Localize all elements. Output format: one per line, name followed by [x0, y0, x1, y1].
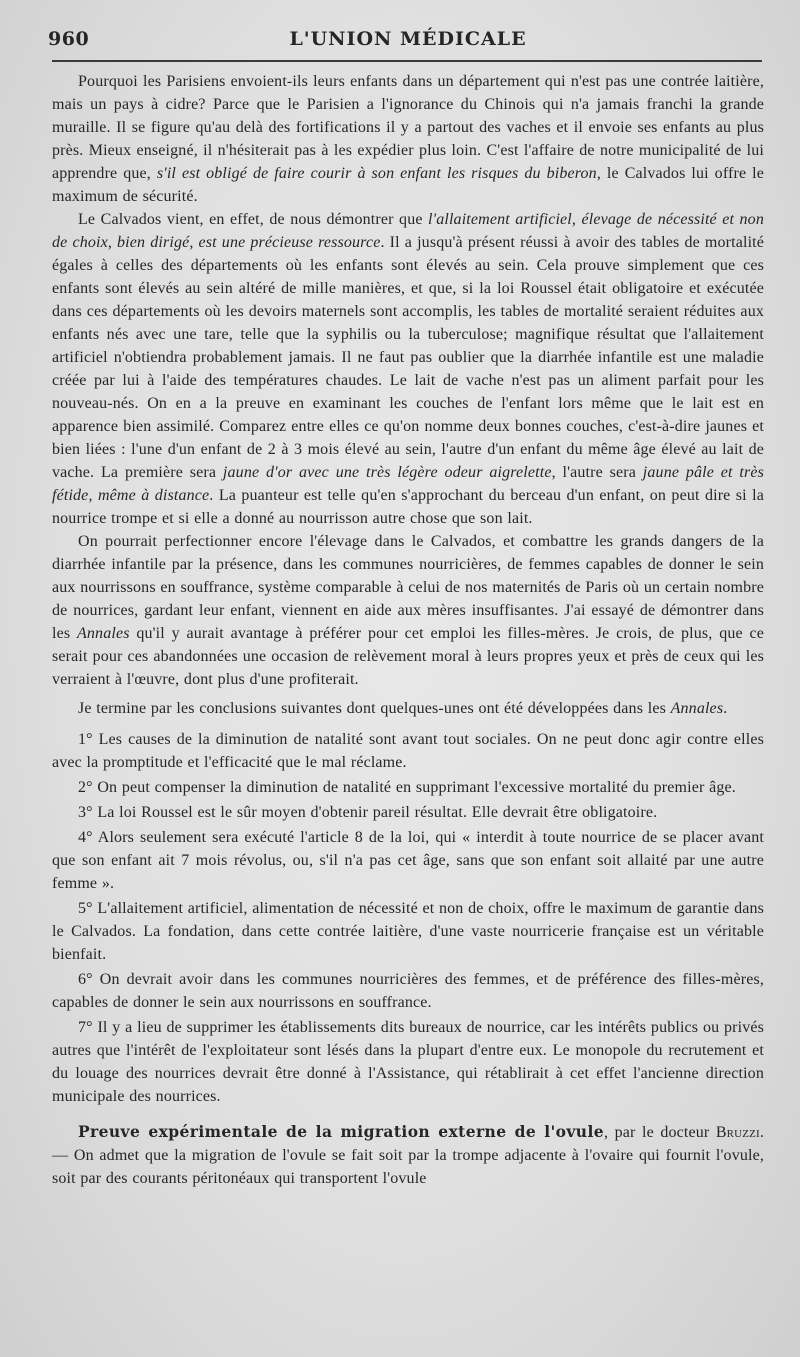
conclusion-7: 7° Il y a lieu de supprimer les établissements dits bureaux de nourrice, car les intérêts publics ou privés autres que l'intérêt de l'exploitateur sont lésés dans la plupart d'entre eux. Le monopole du recrutement et du louage des nourrices devrait être donné à l'Assistance, qui rétablirait à cet effet l'ancienne direction municipale des nourrices.: [52, 1019, 764, 1105]
page-number: 960: [48, 28, 90, 50]
conclusion-4: 4° Alors seulement sera exécuté l'article 8 de la loi, qui « interdit à toute nourrice de se placer avant que son enfant ait 7 mois révolus, ou, s'il n'a pas cet âge, sans que son enfant soit allaité par une autre femme ».: [52, 829, 764, 892]
article-body: [52, 70, 764, 1190]
section-paragraph: Preuve expérimentale de la migration externe de l'ovule, par le docteur Bruzzi. — On admet que la migration de l'ovule se fait soit par la trompe adjacente à l'ovaire qui fournit l'ovule, soit par des courants péritonéaux qui transportent l'ovule: [52, 1122, 764, 1187]
paragraph-3: On pourrait perfectionner encore l'élevage dans le Calvados, et combattre les grands dangers de la diarrhée infantile par la présence, dans les communes nourricières, de femmes capables de donner le sein aux nourrissons en souffrance, système comparable à celui de nos maternités de Paris où un certain nombre de nourrices, gardant leur enfant, viennent en aide aux mères insuffisantes. J'ai essayé de démontrer dans les Annales qu'il y aurait avantage à préférer pour cet emploi les filles-mères. Je crois, de plus, que ce serait pour ces abandonnées une occasion de relèvement moral à leurs propres yeux et près de ceux qui les verraient à l'œuvre, dont plus d'une profiterait.: [52, 533, 765, 688]
conclusion-3: 3° La loi Roussel est le sûr moyen d'obtenir pareil résultat. Elle devrait être obligatoire.: [78, 804, 658, 821]
paragraph-1: Pourquoi les Parisiens envoient-ils leurs enfants dans un département qui n'est pas une contrée laitière, mais un pays à cidre? Parce que le Parisien a l'ignorance du Chinois qui n'a jamais franchi la grande muraille. Il se figure qu'au delà des fortifications il y a partout des vaches et il envoie ses enfants au plus près. Mieux enseigné, il n'hésiterait pas à les expédier plus loin. C'est l'affaire de notre municipalité de lui apprendre que, s'il est obligé de faire courir à son enfant les risques du biberon, le Calvados lui offre le maximum de sécurité.: [52, 73, 764, 205]
header-rule: [52, 60, 762, 62]
section-spacer: [52, 1108, 764, 1120]
section-author: Bruzzi: [715, 1124, 760, 1141]
paragraph-4: Je termine par les conclusions suivantes dont quelques-unes ont été développées dans les Annales.: [78, 700, 728, 717]
conclusion-6: 6° On devrait avoir dans les communes nourricières des femmes, et de préférence des filles-mères, capables de donner le sein aux nourrissons en souffrance.: [52, 971, 764, 1011]
conclusion-5: 5° L'allaitement artificiel, alimentation de nécessité et non de choix, offre le maximum de garantie dans le Calvados. La fondation, dans cette contrée laitière, d'une vaste nourricerie française est un véritable bienfait.: [52, 900, 764, 963]
conclusion-1: 1° Les causes de la diminution de natalité sont avant tout sociales. On ne peut donc agir contre elles avec la promptitude et l'efficacité que le mal réclame.: [52, 731, 764, 771]
conclusion-2: 2° On peut compenser la diminution de natalité en supprimant l'excessive mortalité du premier âge.: [78, 779, 736, 796]
paragraph-spacer: [52, 720, 764, 726]
page-header: [48, 26, 764, 60]
section-title: Preuve expérimentale de la migration externe de l'ovule: [78, 1122, 605, 1141]
running-title: L'UNION MÉDICALE: [289, 28, 527, 50]
paragraph-2: Le Calvados vient, en effet, de nous démontrer que l'allaitement artificiel, élevage de nécessité et non de choix, bien dirigé, est une précieuse ressource. Il a jusqu'à présent réussi à avoir des tables de mortalité égales à celles des départements où les enfants sont élevés au sein. Cela prouve simplement que ces enfants sont élevés au sein altéré de mille manières, et que, si la loi Roussel était obligatoire et exécutée dans ces départements où les devoirs maternels sont accomplis, les tables de mortalité seraient réduites aux enfants nés avec une tare, telle que la syphilis ou la tuberculose; magnifique résultat que l'allaitement artificiel n'obtiendra probablement jamais. Il ne faut pas oublier que la diarrhée infantile est une maladie créée par lui à l'aide des températures chaudes. Le lait de vache n'est pas un aliment parfait pour les nouveau-nés. On en a la preuve en examinant les couches de l'enfant lors même que le lait est en apparence bien assimilé. Comparez entre elles ce qu'on nomme deux bonnes couches, c'est-à-dire jaunes et bien liées : l'une d'un enfant de 2 à 3 mois élevé au sein, l'autre d'un enfant du même âge élevé au lait de vache. La première sera jaune d'or avec une très légère odeur aigrelette, l'autre sera jaune pâle et très fétide, même à distance. La puanteur est telle qu'en s'approchant du berceau d'un enfant, on peut dire si la nourrice trompe et si elle a donné au nourrisson autre chose que son lait.: [52, 211, 765, 527]
